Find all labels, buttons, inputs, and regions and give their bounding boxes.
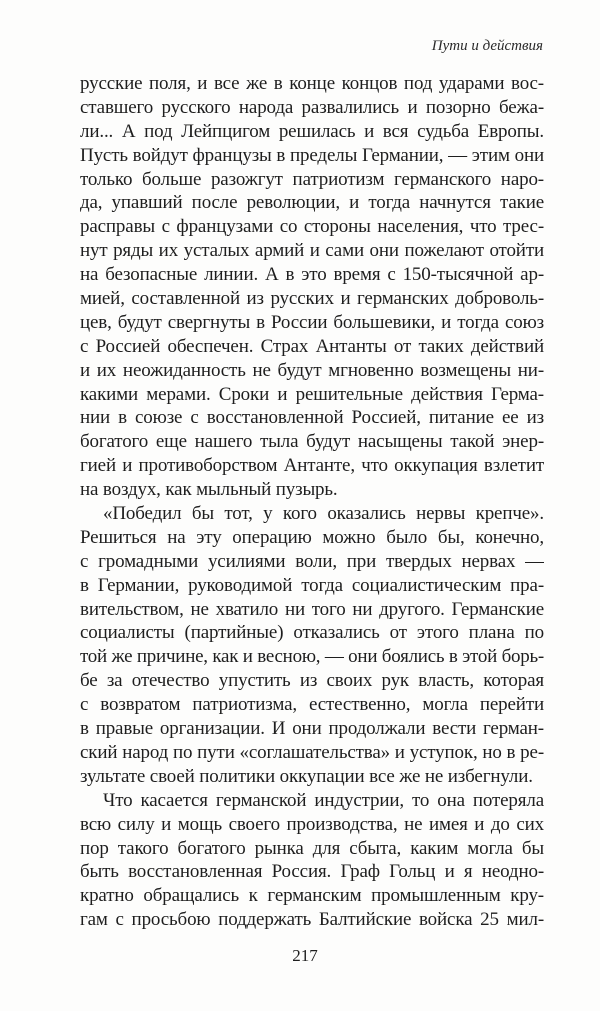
text-line: расправы с французами со стороны населения, что трес-	[80, 216, 544, 238]
page-body-text	[80, 72, 544, 932]
text-line: Пусть войдут французы в пределы Германии, — этим они	[80, 144, 544, 166]
text-line: какими мерами. Сроки и решительные действия Герма-	[80, 383, 544, 405]
running-head-title: Пути и действия	[431, 38, 543, 54]
text-line: зультате своей политики оккупации все же не избегнули.	[80, 765, 533, 787]
text-line: той же причине, как и весною, — они боялись в этой борь-	[80, 646, 544, 668]
text-line: на безопасные линии. А в это время с 150-тысячной ар-	[80, 264, 544, 286]
text-line: на воздух, как мыльный пузырь.	[80, 479, 338, 501]
text-line: с возвратом патриотизма, естественно, могла перейти	[80, 694, 544, 716]
text-line: в Германии, руководимой тогда социалистическим пра-	[80, 574, 544, 596]
paragraph	[80, 789, 544, 932]
text-line: бе за отечество упустить из своих рук власть, которая	[80, 670, 544, 692]
text-line: и их неожиданность не будут мгновенно возмещены ни-	[80, 359, 544, 381]
paragraph	[80, 72, 544, 502]
text-line: да, упавший после революции, и тогда начнутся такие	[80, 192, 544, 214]
text-line: пор такого богатого рынка для сбыта, каким могла бы	[80, 837, 544, 859]
text-line: в правые организации. И они продолжали вести герман-	[80, 718, 544, 740]
text-line: нии в союзе с восстановленной Россией, питание ее из	[80, 407, 544, 429]
text-line: цев, будут свергнуты в России большевики, и тогда союз	[80, 311, 544, 333]
page-number: 217	[292, 946, 318, 965]
text-line: нут ряды их усталых армий и сами они пожелают отойти	[80, 240, 544, 262]
text-line: социалисты (партийные) отказались от этого плана по	[80, 622, 544, 644]
text-line: вительством, не хватило ни того ни другого. Германские	[80, 598, 544, 620]
text-line: «Победил бы тот, у кого оказались нервы крепче».	[103, 503, 544, 525]
text-line: Что касается германской индустрии, то она потеряла	[103, 789, 544, 811]
text-line: только больше разожгут патриотизм германского наро-	[80, 168, 544, 190]
text-line: кратно обращались к германским промышленным кру-	[80, 885, 544, 907]
text-line: всю силу и мощь своего производства, не имея и до сих	[80, 813, 544, 835]
text-line: ский народ по пути «соглашательства» и уступок, но в ре-	[80, 741, 544, 763]
text-line: ставшего русского народа развалились и позорно бежа-	[80, 96, 544, 118]
text-line: гам с просьбою поддержать Балтийские войска 25 мил-	[80, 909, 544, 931]
text-line: русские поля, и все же в конце концов под ударами вос-	[80, 73, 544, 94]
text-line: мией, составленной из русских и германских доброволь-	[80, 288, 544, 310]
text-line: богатого еще нашего тыла будут насыщены такой энер-	[80, 431, 544, 453]
text-line: ли... А под Лейпцигом решилась и вся судьба Европы.	[80, 120, 544, 142]
text-line: с громадными усилиями воли, при твердых нервах —	[80, 550, 544, 572]
text-line: быть восстановленная Россия. Граф Гольц и я неодно-	[80, 861, 544, 883]
text-line: Решиться на эту операцию можно было бы, конечно,	[80, 526, 544, 548]
text-line: гией и противоборством Антанте, что оккупация взлетит	[80, 455, 544, 477]
paragraph	[80, 502, 544, 789]
text-line: с Россией обеспечен. Страх Антанты от таких действий	[80, 335, 544, 357]
